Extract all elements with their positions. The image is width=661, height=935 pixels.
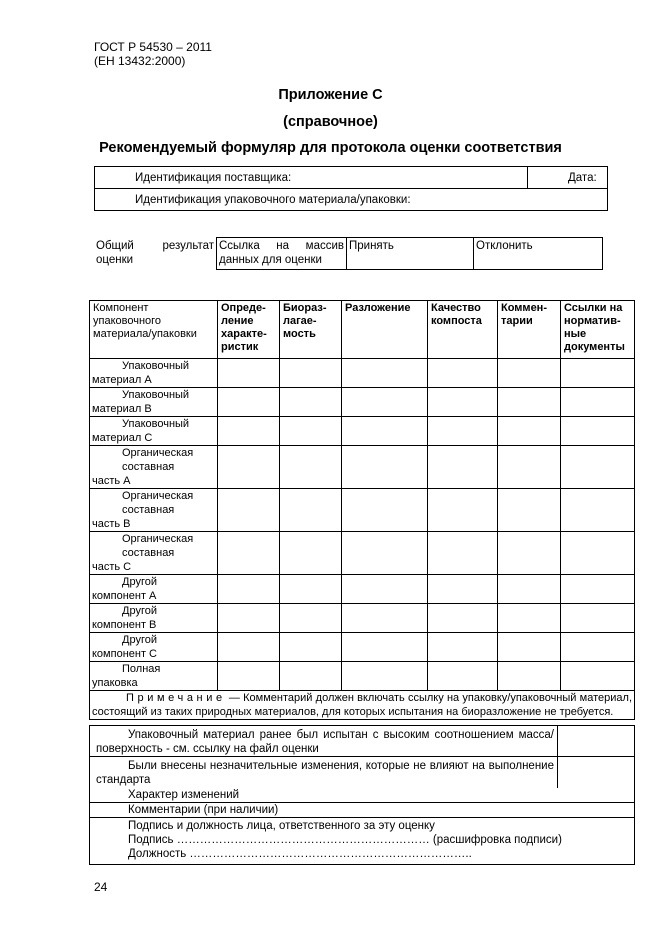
component-line: составная (122, 504, 175, 516)
col-bio-l2: лагае- (283, 315, 317, 327)
table-note (90, 691, 635, 720)
col-ref-l2: норматив- (564, 315, 621, 327)
component-line: составная (122, 547, 175, 559)
col-references (561, 301, 635, 359)
table-row (90, 388, 635, 417)
tested-checkbox-cell[interactable] (558, 726, 635, 757)
col-com-l1: Коммен- (501, 302, 547, 314)
form-heading: Рекомендуемый формуляр для протокола оценки соответствия (99, 140, 562, 156)
signature-title: Подпись и должность лица, ответственного за эту оценку (128, 820, 435, 832)
changes-checkbox-cell[interactable] (558, 757, 635, 788)
cell-characteristics[interactable] (218, 633, 280, 662)
table-row (90, 604, 635, 633)
col-characteristics (218, 301, 280, 359)
col-component-l2: упаковочного (93, 315, 162, 327)
component-line: Другой (122, 634, 157, 646)
cell-compost-quality[interactable] (428, 417, 498, 446)
appendix-title: Приложение С (278, 87, 383, 103)
comments-label: Комментарии (при наличии) (128, 804, 279, 816)
table-row (90, 662, 635, 691)
col-bio-l1: Биораз- (283, 302, 327, 314)
cell-biodegradability[interactable] (280, 489, 342, 532)
cell-compost-quality[interactable] (428, 604, 498, 633)
cell-characteristics[interactable] (218, 575, 280, 604)
cell-compost-quality[interactable] (428, 446, 498, 489)
cell-references[interactable] (561, 604, 635, 633)
col-characteristics-l1: Опреде- (221, 302, 266, 314)
col-characteristics-l3: характе- (221, 328, 267, 340)
col-qual-l2: компоста (431, 315, 482, 327)
comments-cell[interactable] (90, 803, 635, 818)
component-line: составная (122, 461, 175, 473)
component-line: материал B (92, 403, 152, 415)
overall-result-label (96, 239, 214, 267)
col-characteristics-l2: ление (221, 315, 254, 327)
cell-biodegradability[interactable] (280, 662, 342, 691)
cell-compost-quality[interactable] (428, 532, 498, 575)
component-line: Другой (122, 576, 157, 588)
component-cell (90, 575, 218, 604)
result-table (216, 237, 603, 270)
cell-references[interactable] (561, 662, 635, 691)
col-ref-l4: документы (564, 341, 625, 353)
note-lead: Примечание (126, 692, 226, 704)
cell-biodegradability[interactable] (280, 604, 342, 633)
component-line: Упаковочный (122, 360, 190, 372)
data-link-line1: Ссылка на массив (219, 240, 344, 252)
col-biodegradability (280, 301, 342, 359)
cell-comments[interactable] (498, 662, 561, 691)
overall-result-line1: Общий результат (96, 240, 214, 252)
col-component-l3: материала/упаковки (93, 328, 197, 340)
cell-references[interactable] (561, 532, 635, 575)
component-line: компонент C (92, 648, 157, 660)
cell-characteristics[interactable] (218, 417, 280, 446)
cell-compost-quality[interactable] (428, 388, 498, 417)
col-bio-l3: мость (283, 328, 316, 340)
col-ref-l1: Ссылки на (564, 302, 623, 314)
col-component (90, 301, 218, 359)
component-cell (90, 633, 218, 662)
cell-compost-quality[interactable] (428, 359, 498, 388)
signature-line[interactable]: Подпись ………………………………………………………… (расшифровка подписи) (128, 834, 562, 846)
component-cell (90, 359, 218, 388)
cell-disintegration[interactable] (342, 532, 428, 575)
note-text: — Комментарий должен включать ссылку на упаковку/упаковочный материал, состоящий из таких природных материалов, для которых испытания на биоразложение не требуется. (92, 692, 632, 718)
appendix-subtitle: (справочное) (283, 114, 378, 130)
identification-table (94, 166, 608, 211)
table-row (90, 446, 635, 489)
cell-references[interactable] (561, 633, 635, 662)
table-row (90, 489, 635, 532)
component-cell (90, 662, 218, 691)
component-line: Органическая (122, 490, 194, 502)
note-row (90, 691, 635, 720)
page-number: 24 (94, 880, 108, 894)
component-line: часть A (92, 475, 131, 487)
component-line: упаковка (92, 677, 138, 689)
cell-references[interactable] (561, 489, 635, 532)
cell-characteristics[interactable] (218, 446, 280, 489)
col-com-l2: тарии (501, 315, 533, 327)
component-cell (90, 446, 218, 489)
component-line: часть C (92, 561, 132, 573)
cell-disintegration[interactable] (342, 359, 428, 388)
table-row (90, 575, 635, 604)
cell-characteristics[interactable] (218, 604, 280, 633)
supplier-ident-cell[interactable] (95, 167, 528, 189)
component-cell (90, 532, 218, 575)
assessment-table (89, 300, 635, 720)
date-cell[interactable] (528, 167, 608, 189)
col-comments (498, 301, 561, 359)
data-link-line2: данных для оценки (219, 254, 322, 266)
signature-cell (90, 818, 635, 865)
cell-disintegration[interactable] (342, 489, 428, 532)
date-label: Дата: (568, 171, 597, 184)
data-link-cell[interactable] (217, 238, 347, 270)
assessment-header-row (90, 301, 635, 359)
position-line[interactable]: Должность ……………………………………………………………….. (128, 848, 472, 860)
component-line: материал C (92, 432, 153, 444)
cell-biodegradability[interactable] (280, 359, 342, 388)
cell-biodegradability[interactable] (280, 388, 342, 417)
overall-result-line2: оценки (96, 254, 134, 266)
cell-references[interactable] (561, 446, 635, 489)
cell-compost-quality[interactable] (428, 489, 498, 532)
col-characteristics-l4: ристик (221, 341, 259, 353)
component-line: Другой (122, 605, 157, 617)
table-row (90, 417, 635, 446)
cell-comments[interactable] (498, 446, 561, 489)
component-line: Упаковочный (122, 418, 190, 430)
cell-references[interactable] (561, 575, 635, 604)
cell-characteristics[interactable] (218, 359, 280, 388)
col-ref-l3: ные (564, 328, 587, 340)
component-cell (90, 604, 218, 633)
reject-cell[interactable] (474, 238, 603, 270)
cell-disintegration[interactable] (342, 417, 428, 446)
en-code: (ЕН 13432:2000) (94, 54, 186, 68)
cell-references[interactable] (561, 417, 635, 446)
col-disintegration (342, 301, 428, 359)
table-row (90, 359, 635, 388)
cell-compost-quality[interactable] (428, 633, 498, 662)
changes-statement-cell (90, 757, 558, 788)
nature-of-changes: Характер изменений (128, 788, 240, 801)
cell-compost-quality[interactable] (428, 575, 498, 604)
cell-disintegration[interactable] (342, 662, 428, 691)
cell-disintegration[interactable] (342, 604, 428, 633)
cell-references[interactable] (561, 388, 635, 417)
cell-characteristics[interactable] (218, 532, 280, 575)
reject-label: Отклонить (476, 240, 533, 252)
col-qual-l1: Качество (431, 302, 481, 314)
col-component-l1: Компонент (93, 302, 149, 314)
col-dis-l1: Разложение (345, 302, 411, 314)
cell-comments[interactable] (498, 388, 561, 417)
cell-comments[interactable] (498, 532, 561, 575)
tested-statement-cell (90, 726, 558, 757)
cell-disintegration[interactable] (342, 388, 428, 417)
cell-characteristics[interactable] (218, 489, 280, 532)
cell-biodegradability[interactable] (280, 633, 342, 662)
cell-biodegradability[interactable] (280, 417, 342, 446)
changes-statement: Были внесены незначительные изменения, которые не влияют на выполнение стандарта (96, 760, 554, 786)
material-ident-label: Идентификация упаковочного материала/упаковки: (135, 193, 411, 206)
component-line: компонент A (92, 590, 157, 602)
cell-comments[interactable] (498, 633, 561, 662)
accept-cell[interactable] (347, 238, 474, 270)
supplier-label: Идентификация поставщика: (135, 171, 292, 184)
col-compost-quality (428, 301, 498, 359)
cell-comments[interactable] (498, 489, 561, 532)
material-ident-cell[interactable] (95, 189, 608, 211)
lower-section-table (89, 725, 635, 865)
cell-disintegration[interactable] (342, 575, 428, 604)
table-row (90, 532, 635, 575)
nature-of-changes-cell[interactable] (90, 788, 635, 803)
component-line: Органическая (122, 533, 194, 545)
component-line: компонент B (92, 619, 157, 631)
cell-comments[interactable] (498, 417, 561, 446)
component-line: Упаковочный (122, 389, 190, 401)
component-cell (90, 489, 218, 532)
cell-disintegration[interactable] (342, 446, 428, 489)
component-line: часть B (92, 518, 131, 530)
component-line: Органическая (122, 447, 194, 459)
component-line: материал A (92, 374, 152, 386)
tested-statement: Упаковочный материал ранее был испытан с высоким соотношением масса/поверхность - см. ссылку на файл оценки (96, 729, 554, 755)
cell-characteristics[interactable] (218, 388, 280, 417)
cell-references[interactable] (561, 359, 635, 388)
cell-comments[interactable] (498, 575, 561, 604)
component-line: Полная (122, 663, 161, 675)
cell-biodegradability[interactable] (280, 532, 342, 575)
cell-biodegradability[interactable] (280, 575, 342, 604)
cell-disintegration[interactable] (342, 633, 428, 662)
cell-biodegradability[interactable] (280, 446, 342, 489)
component-cell (90, 388, 218, 417)
standard-code: ГОСТ Р 54530 – 2011 (94, 40, 212, 54)
cell-compost-quality[interactable] (428, 662, 498, 691)
cell-comments[interactable] (498, 604, 561, 633)
cell-characteristics[interactable] (218, 662, 280, 691)
table-row (90, 633, 635, 662)
accept-label: Принять (349, 240, 394, 252)
cell-comments[interactable] (498, 359, 561, 388)
component-cell (90, 417, 218, 446)
